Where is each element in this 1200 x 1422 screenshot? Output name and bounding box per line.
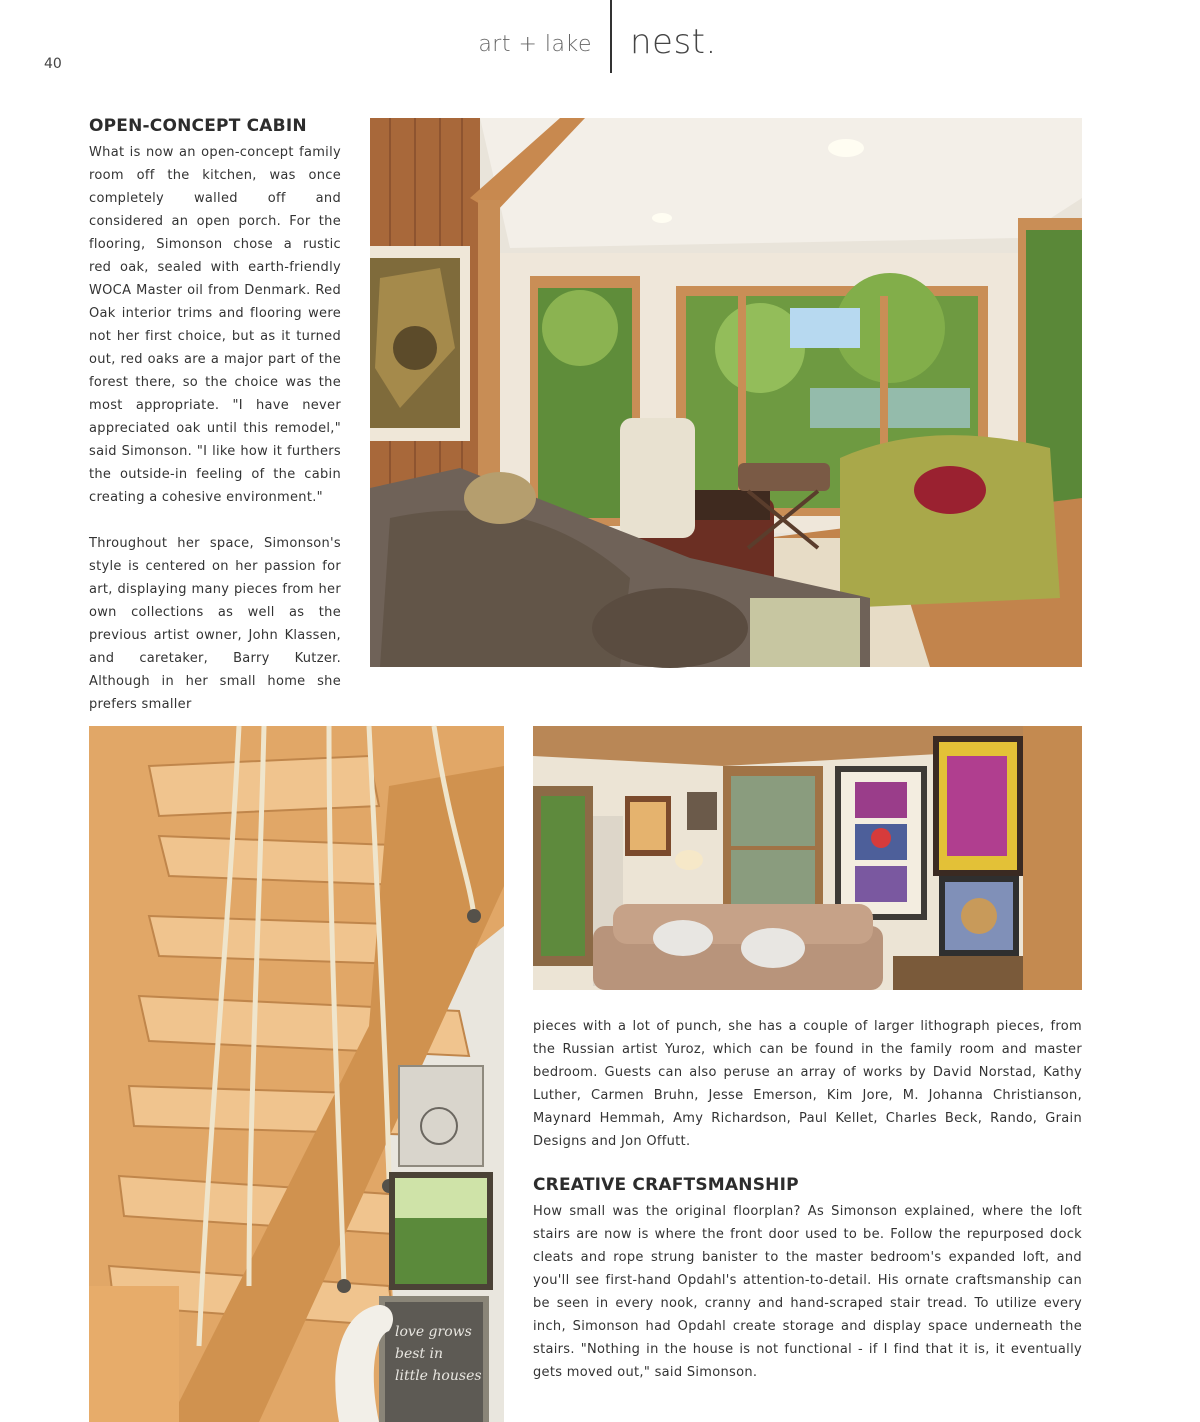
- masthead-right-brand: nest.: [630, 22, 717, 62]
- living-room-photo: [370, 118, 1082, 667]
- svg-text:love grows: love grows: [395, 1324, 472, 1340]
- article-column-right: [533, 1015, 1082, 1384]
- section-heading-creative-craftsmanship: CREATIVE CRAFTSMANSHIP: [533, 1175, 799, 1195]
- page-number: 40: [44, 56, 62, 72]
- svg-text:best in: best in: [395, 1346, 444, 1362]
- staircase-photo: [89, 726, 504, 1422]
- den-photo: [533, 726, 1082, 990]
- article-column-left: [89, 116, 341, 712]
- body-paragraph-continued: pieces with a lot of punch, she has a couple of larger lithograph pieces, from the Russian artist Yuroz, which can be found in the family room and master bedroom. Guests can also peruse an array of works by David Norstad, Kathy Luther, Carmen Bruhn, Jesse Emerson, Kim Jore, M. Johanna Christianson, Maynard Hemmah, Amy Richardson, Paul Kellet, Charles Beck, Rando, Grain Designs and Jon Offutt.: [533, 1019, 1082, 1149]
- masthead-divider: [610, 0, 612, 73]
- masthead: [0, 0, 1200, 80]
- body-paragraph: How small was the original floorplan? As Simonson explained, where the loft stairs are now is where the front door used to be. Follow the repurposed dock cleats and rope strung banister to the master bedroom's expanded loft, and you'll see first-hand Opdahl's attention-to-detail. His ornate craftsmanship can be seen in every nook, cranny and hand-scraped stair tread. To utilize every inch, Simonson had Opdahl create storage and display space underneath the stairs. "Nothing in the house is not functional - if I find that it is, it eventually gets moved out," said Simonson.: [533, 1204, 1082, 1380]
- section-heading-open-concept: OPEN-CONCEPT CABIN: [89, 116, 307, 136]
- body-paragraph: Throughout her space, Simonson's style is centered on her passion for art, displaying many pieces from her own collections as well as the previous artist owner, John Klassen, and caretaker, Barry Kutzer. Although in her small home she prefers smaller: [89, 536, 341, 712]
- svg-text:little houses: little houses: [395, 1368, 482, 1384]
- body-paragraph: What is now an open-concept family room off the kitchen, was once completely walled off and considered an open porch. For the flooring, Simonson chose a rustic red oak, sealed with earth-friendly WOCA Master oil from Denmark. Red Oak interior trims and flooring were not her first choice, but as it turned out, red oaks are a major part of the forest there, so the choice was the most appropriate. "I have never appreciated oak until this remodel," said Simonson. "I like how it furthers the outside-in feeling of the cabin creating a cohesive environment.": [89, 145, 341, 505]
- masthead-left-brand: art + lake: [478, 32, 592, 57]
